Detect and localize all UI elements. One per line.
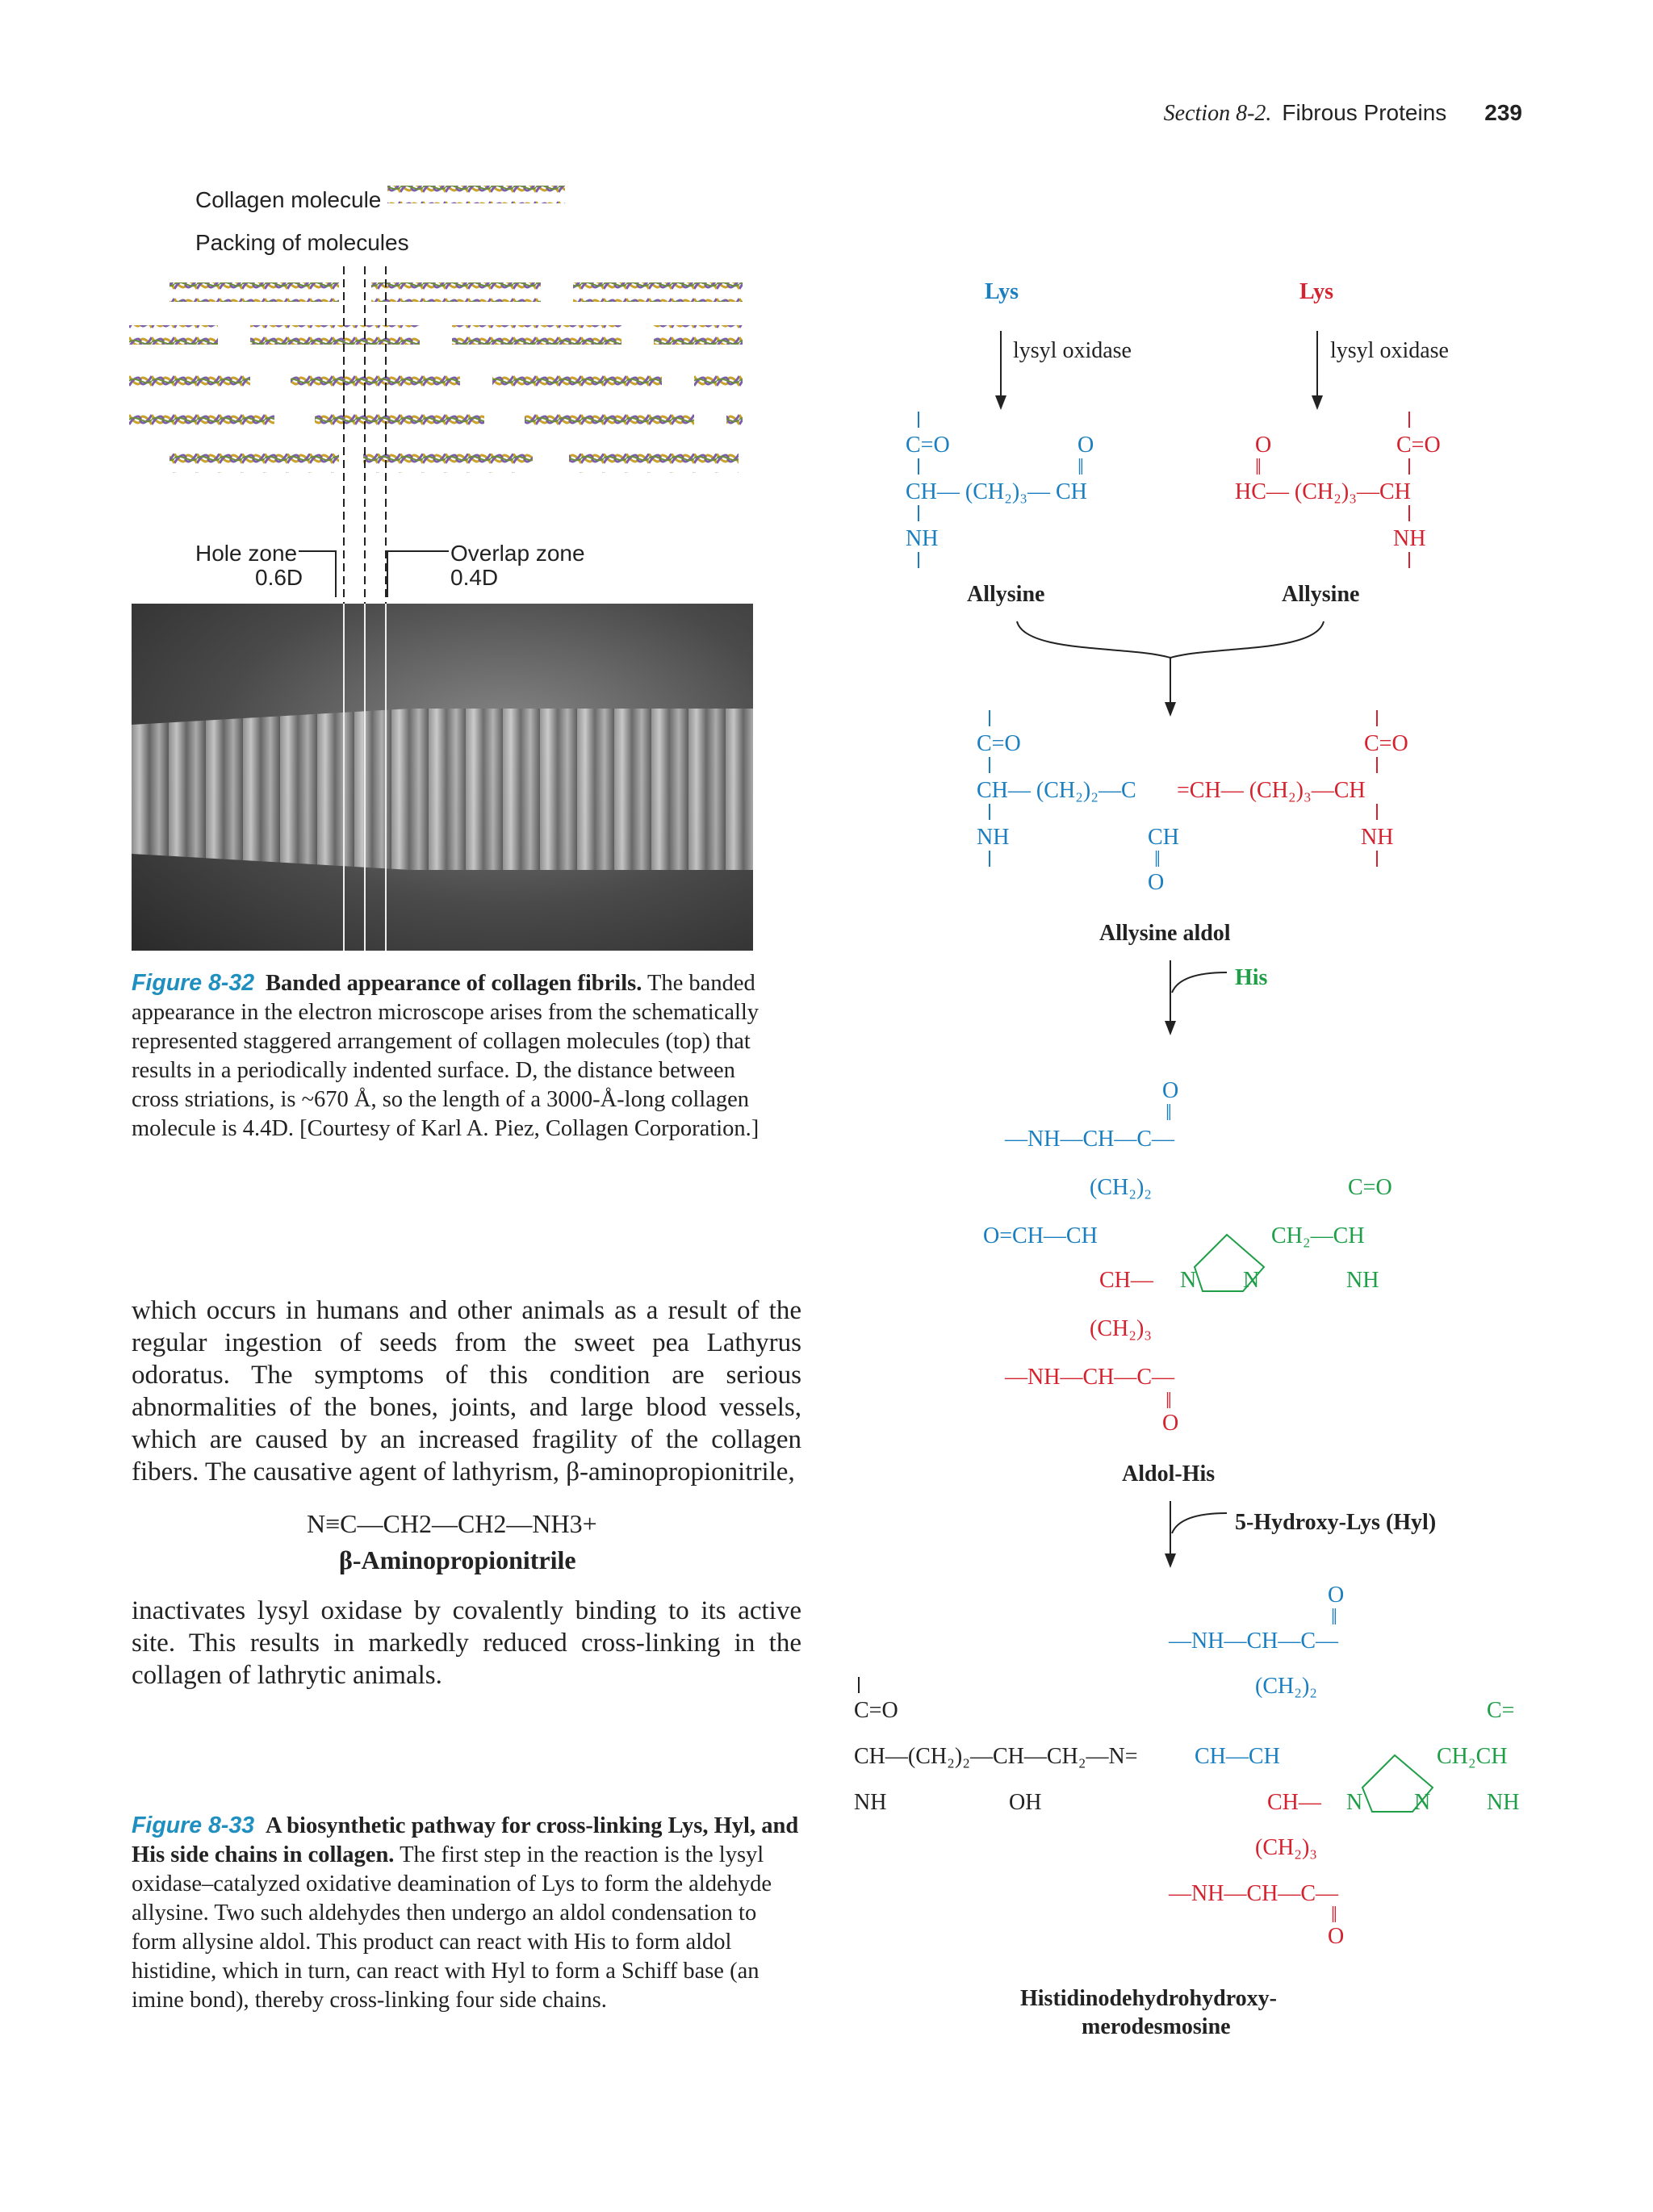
svg-text:NH: NH <box>1346 1268 1379 1293</box>
svg-text:=CH— (CH₂)₃—CH: =CH— (CH₂)₃—CH <box>1177 778 1366 803</box>
hole-zone-value: 0.6D <box>255 565 303 590</box>
formula-name: β-Aminopropionitrile <box>339 1545 576 1574</box>
svg-text:N: N <box>1414 1790 1431 1815</box>
svg-text:‖: ‖ <box>1331 1903 1337 1928</box>
svg-text:NH: NH <box>854 1790 887 1815</box>
svg-text:CH—: CH— <box>1099 1268 1153 1293</box>
final-product-label-1: Histidinodehydrohydroxy- <box>1020 1986 1277 2011</box>
allysine-label-right: Allysine <box>1282 582 1360 607</box>
svg-text:CH— (CH₂)₂—C: CH— (CH₂)₂—C <box>977 778 1136 803</box>
svg-text:‖: ‖ <box>1165 1101 1172 1126</box>
formula: N≡C—CH2—CH2—NH3+ <box>307 1509 597 1538</box>
svg-text:HC— (CH₂)₃—CH: HC— (CH₂)₃—CH <box>1235 479 1411 504</box>
figure-number: Figure 8-33 <box>132 1813 255 1838</box>
svg-text:CH— (CH₂)₃— CH: CH— (CH₂)₃— CH <box>906 479 1087 504</box>
lys-label-left: Lys <box>985 279 1019 304</box>
svg-text:(CH₂)₃: (CH₂)₃ <box>1255 1835 1318 1860</box>
svg-text:O: O <box>1328 1583 1345 1608</box>
svg-text:CH₂—CH: CH₂—CH <box>1271 1223 1365 1248</box>
overlap-zone-label: Overlap zone <box>450 541 585 566</box>
final-product-label-2: merodesmosine <box>1082 2014 1231 2039</box>
allysine-aldol-structure <box>977 710 1408 895</box>
aldol-his-label: Aldol-His <box>1122 1461 1216 1487</box>
body-paragraph-1: which occurs in humans and other animals as a result of the regular ingestion of seeds from the sweet pea Lathyrus odoratus. The symptoms of this condition are serious abnormalities of the bones, joints, and large blood vessels, which are caused by an increased fragility of the collagen fibers. The causative agent of lathyrism, β-aminopropionitrile, <box>132 1296 801 1487</box>
svg-text:C=: C= <box>1487 1698 1515 1723</box>
svg-text:C=O: C=O <box>854 1698 898 1723</box>
overlap-zone-value: 0.4D <box>450 565 499 590</box>
his-label: His <box>1235 965 1268 990</box>
lysyl-oxidase-left: lysyl oxidase <box>1013 338 1132 363</box>
lys-label-right: Lys <box>1299 279 1334 304</box>
svg-text:O: O <box>1078 433 1094 458</box>
svg-text:C=O: C=O <box>977 731 1021 756</box>
svg-text:N: N <box>1180 1268 1197 1293</box>
svg-text:CH: CH <box>1148 825 1179 850</box>
svg-text:CH—CH: CH—CH <box>1195 1744 1280 1769</box>
svg-text:O: O <box>1162 1411 1179 1436</box>
allysine-left-structure <box>906 412 1094 568</box>
section-title: Fibrous Proteins <box>1282 100 1447 125</box>
allysine-right-structure <box>1235 412 1441 568</box>
body-paragraph-2: inactivates lysyl oxidase by covalently binding to its active site. This results in markedly reduced cross-linking in the collagen of lathrytic animals. <box>132 1596 801 1690</box>
crosslink-pathway-diagram <box>807 266 1653 2058</box>
svg-text:N: N <box>1346 1790 1363 1815</box>
molecule-rows <box>129 282 743 473</box>
svg-text:‖: ‖ <box>1331 1605 1337 1630</box>
allysine-label-left: Allysine <box>967 582 1045 607</box>
caption-text: The banded appearance in the electron microscope arises from the schematically represented staggered arrangement of collagen molecules (top) that results in a periodically indented surface. D, the distance between cross striations, is ~670 Å, so the length of a 3000-Å-long collagen molecule is 4.4D. [Courtesy of Karl A. Piez, Collagen Corporation.] <box>132 971 760 1141</box>
final-product-structure <box>854 1583 1519 1949</box>
svg-text:—NH—CH—C—: —NH—CH—C— <box>1169 1881 1339 1906</box>
page-number: 239 <box>1484 100 1522 125</box>
svg-text:O=CH—CH: O=CH—CH <box>983 1223 1098 1248</box>
running-head <box>1164 100 1522 127</box>
svg-text:—NH—CH—C—: —NH—CH—C— <box>1169 1629 1339 1654</box>
svg-text:(CH₂)₂: (CH₂)₂ <box>1255 1674 1318 1699</box>
svg-text:‖: ‖ <box>1154 847 1161 872</box>
svg-text:CH—(CH₂)₂—CH—CH₂—N=: CH—(CH₂)₂—CH—CH₂—N= <box>854 1744 1138 1769</box>
figure-title: A biosynthetic pathway for cross-linking Lys, Hyl, and His side chains in collagen. <box>132 1813 799 1867</box>
hyl-label: 5-Hydroxy-Lys (Hyl) <box>1235 1510 1437 1535</box>
svg-text:NH: NH <box>1393 526 1426 551</box>
svg-text:OH: OH <box>1009 1790 1042 1815</box>
electron-micrograph <box>132 604 753 951</box>
svg-text:CH—: CH— <box>1267 1790 1321 1815</box>
svg-text:(CH₂)₂: (CH₂)₂ <box>1090 1175 1153 1200</box>
svg-text:C=O: C=O <box>906 433 950 458</box>
section-label: Section 8-2. <box>1163 101 1272 126</box>
svg-text:O: O <box>1328 1924 1345 1949</box>
caption-text: The first step in the reaction is the lysyl oxidase–catalyzed oxidative deamination of Lys to form the aldehyde allysine. Two such aldehydes then undergo an aldol condensation to form allysine aldol. This product can react with His to form aldol histidine, which in turn, can react with Hyl to form a Schiff base (an imine bond), thereby cross-linking four side chains. <box>132 1842 772 2013</box>
svg-text:C=O: C=O <box>1364 731 1408 756</box>
svg-text:‖: ‖ <box>1165 1389 1172 1414</box>
svg-text:O: O <box>1255 433 1272 458</box>
svg-text:NH: NH <box>977 825 1010 850</box>
svg-text:—NH—CH—C—: —NH—CH—C— <box>1005 1365 1175 1390</box>
lysyl-oxidase-right: lysyl oxidase <box>1330 338 1449 363</box>
aldol-his-structure <box>983 1078 1392 1436</box>
svg-text:N: N <box>1243 1268 1260 1293</box>
figure-number: Figure 8-32 <box>132 970 255 996</box>
svg-text:C=O: C=O <box>1348 1175 1392 1200</box>
svg-text:NH: NH <box>1487 1790 1520 1815</box>
collagen-molecule-label: Collagen molecule <box>195 187 382 212</box>
figure-8-33-caption <box>132 1811 801 2015</box>
svg-text:CH₂CH: CH₂CH <box>1437 1744 1508 1769</box>
svg-text:‖: ‖ <box>1078 455 1084 480</box>
svg-text:NH: NH <box>906 526 939 551</box>
svg-text:O: O <box>1162 1078 1179 1103</box>
svg-text:—NH—CH—C—: —NH—CH—C— <box>1005 1127 1175 1152</box>
svg-text:‖: ‖ <box>1255 455 1262 480</box>
packing-label: Packing of molecules <box>195 230 409 255</box>
svg-text:O: O <box>1148 870 1165 895</box>
figure-title: Banded appearance of collagen fibrils. <box>266 971 642 996</box>
svg-text:NH: NH <box>1361 825 1394 850</box>
svg-text:C=O: C=O <box>1396 433 1441 458</box>
allysine-aldol-label: Allysine aldol <box>1099 921 1231 946</box>
hole-zone-label: Hole zone <box>195 541 298 566</box>
figure-8-32-caption <box>132 968 769 1144</box>
zone-lines <box>344 266 386 605</box>
single-molecule <box>387 186 565 203</box>
svg-text:(CH₂)₃: (CH₂)₃ <box>1090 1316 1153 1341</box>
